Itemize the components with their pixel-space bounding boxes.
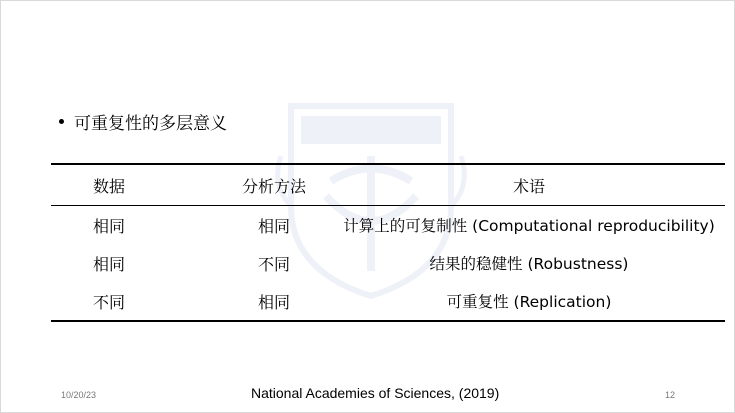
cell-method: 相同 — [257, 216, 290, 236]
header-method: 分析方法 — [215, 164, 333, 206]
footer-date: 10/20/23 — [61, 390, 97, 400]
cell-data: 不同 — [93, 292, 126, 312]
cell-method: 不同 — [257, 254, 290, 274]
footer-page-number: 12 — [665, 390, 676, 400]
header-data: 数据 — [51, 164, 215, 206]
header-term: 术语 — [333, 164, 725, 206]
table-header-row — [51, 164, 725, 206]
table-row — [51, 282, 725, 321]
cell-data: 相同 — [93, 216, 126, 236]
cell-method: 相同 — [257, 292, 290, 312]
bullet-dot-icon — [59, 119, 64, 124]
table-row — [51, 244, 725, 282]
footer-source: National Academies of Sciences, (2019) — [251, 385, 500, 401]
table-row — [51, 206, 725, 245]
bullet-point — [59, 109, 227, 134]
cell-term: 可重复性 (Replication) — [446, 293, 612, 311]
cell-term: 结果的稳健性 (Robustness) — [429, 255, 629, 273]
cell-term: 计算上的可复制性 (Computational reproducibility) — [343, 217, 715, 235]
cell-data: 相同 — [93, 254, 126, 274]
reproducibility-table — [51, 163, 725, 322]
bullet-text: 可重复性的多层意义 — [74, 114, 227, 134]
